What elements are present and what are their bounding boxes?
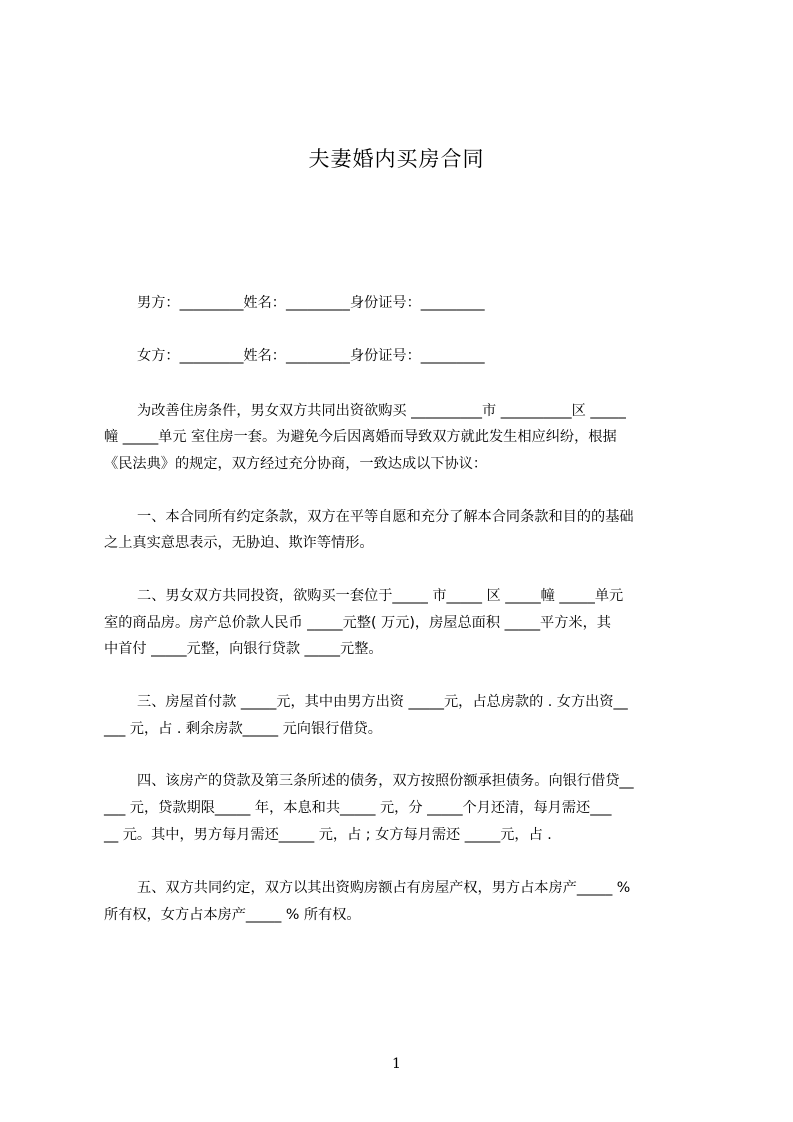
clause-4-line-2: ___ 元，贷款期限_____ 年，本息和共_____ 元，分 _____个月还清，每月需还___ bbox=[104, 800, 612, 816]
clause-1-line-2: 之上真实意思表示，无胁迫、欺诈等情形。 bbox=[104, 535, 374, 551]
clause-2-line-3: 中首付 _____元整，向银行贷款 _____元整。 bbox=[104, 641, 383, 657]
contract-title: 夫妻婚内买房合同 bbox=[308, 147, 485, 171]
clause-4-line-3: __ 元。其中，男方每月需还_____ 元，占 ; 女方每月需还 _____元，占 . bbox=[104, 827, 552, 843]
clause-5-line-2: 所有权，女方占本房产_____ % 所有权。 bbox=[104, 907, 361, 923]
clause-3-line-1: 三、房屋首付款 _____元，其中由男方出资 _____元，占总房款的 . 女方出资__ bbox=[137, 694, 628, 710]
preamble-line-2: 幢 _____单元 室住房一套。为避免今后因离婚而导致双方就此发生相应纠纷，根据 bbox=[104, 429, 617, 445]
page-number: 1 bbox=[392, 1056, 401, 1072]
clause-3-line-2: ___ 元，占 . 剩余房款_____ 元向银行借贷。 bbox=[104, 721, 382, 737]
clause-5-line-1: 五、双方共同约定，双方以其出资购房额占有房屋产权，男方占本房产_____ % bbox=[137, 880, 631, 896]
wife-info-line: 女方：_________姓名：_________身份证号：_________ bbox=[137, 348, 485, 364]
preamble-line-3: 《民法典》的规定，双方经过充分协商，一致达成以下协议： bbox=[104, 456, 488, 472]
clause-1-line-1: 一、本合同所有约定条款，双方在平等自愿和充分了解本合同条款和目的的基础 bbox=[137, 509, 634, 525]
husband-info-line: 男方：_________姓名：_________身份证号：_________ bbox=[137, 295, 485, 311]
preamble-line-1: 为改善住房条件，男女双方共同出资欲购买 __________市 __________区 _____ bbox=[137, 403, 626, 419]
clause-2-line-2: 室的商品房。房产总价款人民币 _____元整( 万元)，房屋总面积 _____平方米，其 bbox=[104, 615, 611, 631]
clause-2-line-1: 二、男女双方共同投资，欲购买一套位于_____ 市_____ 区 _____幢 _____单元 bbox=[137, 588, 624, 604]
clause-4-line-1: 四、该房产的贷款及第三条所述的债务，双方按照份额承担债务。向银行借贷__ bbox=[137, 773, 634, 789]
